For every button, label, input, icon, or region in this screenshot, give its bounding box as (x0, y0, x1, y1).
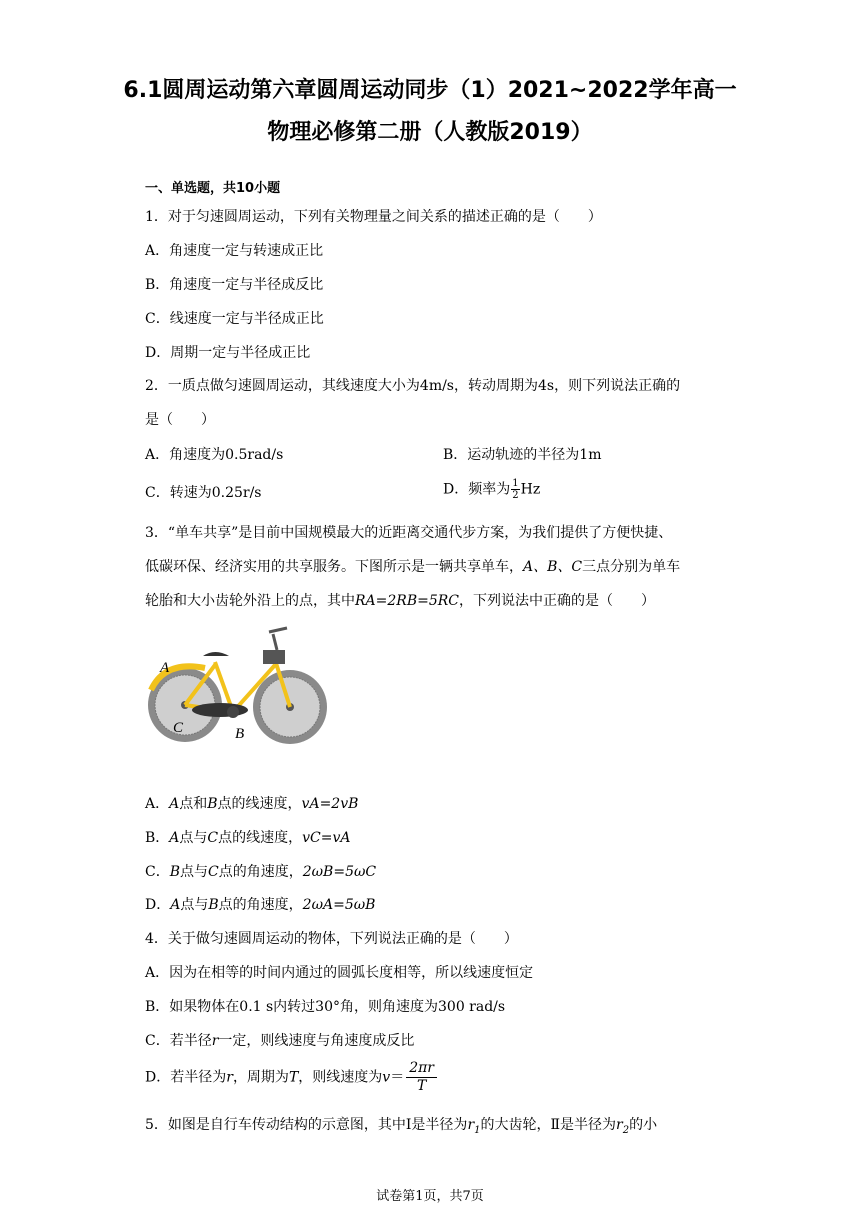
q4-stem: 4．关于做匀速圆周运动的物体，下列说法正确的是（ ） (145, 931, 518, 947)
q1-stem: 1．对于匀速圆周运动，下列有关物理量之间关系的描述正确的是（ ） (145, 209, 602, 225)
chain-guard (192, 703, 248, 717)
crank (227, 706, 239, 718)
q1-option-a: A．角速度一定与转速成正比 (145, 243, 324, 259)
bicycle-figure (145, 620, 330, 750)
q3-stem-line-2: 低碳环保、经济实用的共享服务。下图所示是一辆共享单车，A、B、C三点分别为单车 (145, 559, 681, 575)
title-line-1: 6.1圆周运动第六章圆周运动同步（1）2021~2022学年高一 (123, 78, 737, 103)
fraction-2pir-over-t: $\frac{2\pi r}{T}$ (406, 1060, 437, 1095)
q3-stem-line-3: 轮胎和大小齿轮外沿上的点，其中RA=2RB=5RC，下列说法中正确的是（ ） (145, 593, 656, 609)
q2-stem-line-2: 是（ ） (145, 412, 215, 428)
q2-option-c: C．转速为0.25r/s (145, 485, 262, 501)
q5-stem: 5．如图是自行车传动结构的示意图，其中Ⅰ是半径为$r_1$的大齿轮，Ⅱ是半径为$r_2$的小 (145, 1117, 658, 1136)
q1-option-d: D．周期一定与半径成正比 (145, 345, 311, 361)
q1-option-c: C．线速度一定与半径成正比 (145, 311, 324, 327)
q4-option-c: C．若半径r一定，则线速度与角速度成反比 (145, 1033, 415, 1049)
q3-option-c: C．B点与C点的角速度，2ωB=5ωC (145, 864, 377, 880)
q3-option-a: A．A点和B点的线速度，vA=2vB (145, 796, 359, 812)
fraction-one-half: $\frac{1}{2}$ (512, 478, 519, 501)
label-b: B (235, 726, 245, 742)
q3-option-d: D．A点与B点的角速度，2ωA=5ωB (145, 897, 376, 913)
q2-option-a: A．角速度为0.5rad/s (145, 447, 284, 463)
q2-stem-line-1: 2．一质点做匀速圆周运动，其线速度大小为4m/s，转动周期为4s，则下列说法正确的 (145, 378, 681, 394)
q4-option-d: D．若半径为r，周期为T，则线速度为v＝ $\frac{2\pi r}{T}$ (145, 1060, 437, 1095)
q3-stem-line-1: 3．“单车共享”是目前中国规模最大的近距离交通代步方案，为我们提供了方便快捷、 (145, 525, 673, 541)
section-heading: 一、单选题，共10小题 (145, 181, 281, 196)
handlebar (269, 628, 287, 650)
label-c: C (173, 720, 184, 736)
q2-option-d: D．频率为 $\frac{1}{2}$ Hz (443, 478, 541, 501)
q1-option-b: B．角速度一定与半径成反比 (145, 277, 324, 293)
q4-option-b: B．如果物体在0.1 s内转过30°角，则角速度为300 rad/s (145, 999, 506, 1015)
page-footer: 试卷第1页，共7页 (376, 1189, 484, 1204)
seat (203, 652, 229, 656)
title-line-2: 物理必修第二册（人教版2019） (267, 120, 593, 145)
q4-option-a: A．因为在相等的时间内通过的圆弧长度相等，所以线速度恒定 (145, 965, 534, 981)
label-a: A (160, 660, 170, 676)
q2-option-b: B．运动轨迹的半径为1m (443, 447, 602, 463)
q3-option-b: B．A点与C点的线速度，vC=vA (145, 830, 351, 846)
basket (263, 650, 285, 664)
